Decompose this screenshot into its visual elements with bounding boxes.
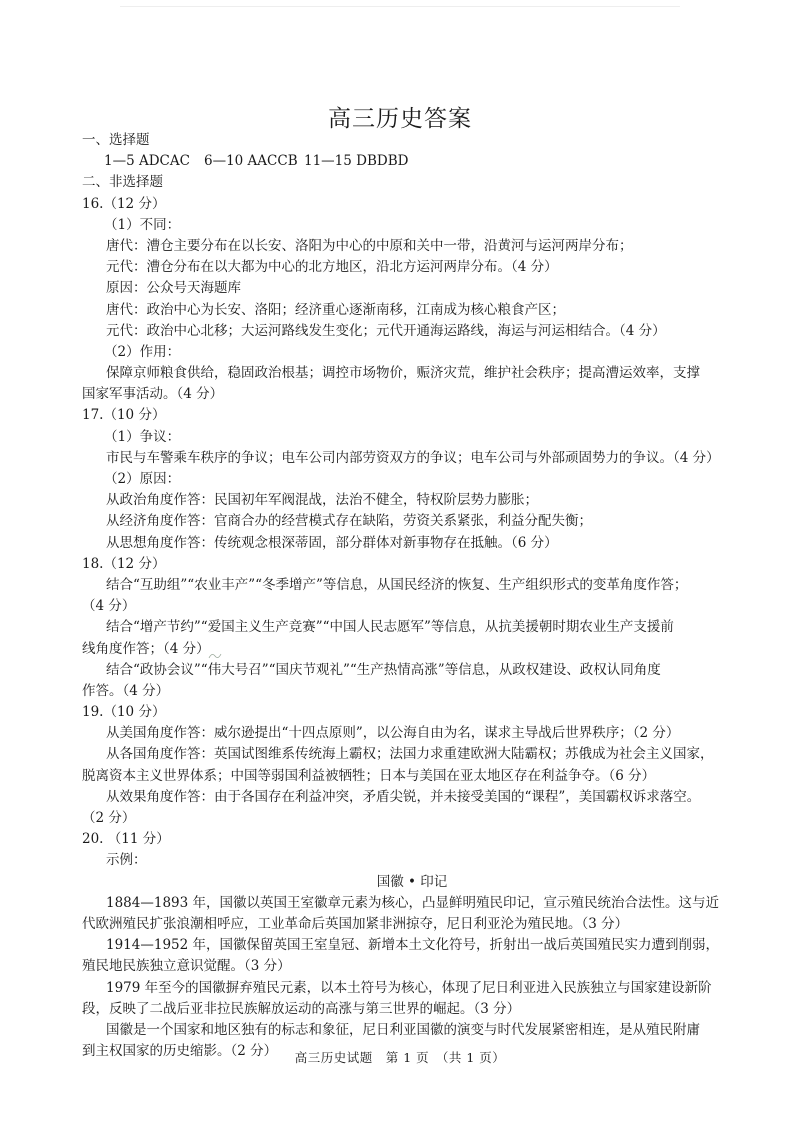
answer-line: 唐代：漕仓主要分布在以长安、洛阳为中心的中原和关中一带，沿黄河与运河两岸分布； (106, 237, 633, 254)
answer-line: 唐代：政治中心为长安、洛阳；经济重心逐渐南移，江南成为核心粮食产区； (106, 301, 565, 318)
answer-line: 原因：公众号天海题库 (106, 280, 241, 297)
answer-line: 一、选择题 (82, 132, 150, 148)
choice-answers (82, 151, 742, 172)
answer-line: 从政治角度作答：民国初年军阀混战，法治不健全，特权阶层势力膨胀； (106, 492, 538, 509)
answer-line: 从美国角度作答：威尔逊提出“十四点原则”，以公海自由为名，谋求主导战后世界秩序；（2 分） (106, 725, 680, 742)
answer-line: （1）不同： (104, 216, 181, 233)
answer-line: 作答。（4 分） (82, 682, 170, 699)
stray-mark-icon (208, 650, 222, 662)
answer-line: 代欧洲殖民扩张浪潮相呼应，工业革命后英国加紧非洲掠夺，尼日利亚沦为殖民地。（3 分） (82, 915, 629, 932)
answer-line: 18.（12 分） (82, 555, 166, 572)
answer-line: 结合“增产节约”“爱国主义生产竞赛”“中国人民志愿军”等信息，从抗美援朝时期农业生产支援前 (106, 619, 674, 636)
answer-line: 国徽 • 印记 (376, 873, 448, 890)
answer-line: 16.（12 分） (82, 195, 166, 212)
page-footer: 高三历史试题 第 1 页 （共 1 页） (294, 1050, 506, 1065)
answer-line: 示例： (106, 852, 147, 869)
answer-line: 二、非选择题 (82, 174, 163, 191)
answer-line: 国家军事活动。（4 分） (82, 386, 224, 403)
answer-line: 元代：政治中心北移；大运河路线发生变化；元代开通海运路线，海运与河运相结合。（4 分） (106, 322, 666, 339)
answer-line: 元代：漕仓分布在以大都为中心的北方地区，沿北方运河两岸分布。（4 分） (106, 259, 558, 276)
answer-line: （2）作用： (104, 343, 181, 360)
choice-group: 11—15 DBDBD (304, 153, 409, 170)
answer-line: 线角度作答；（4 分） (82, 640, 210, 657)
answer-line: 结合“互助组”“农业丰产”“冬季增产”等信息，从国民经济的恢复、生产组织形式的变革角度作答； (106, 576, 688, 593)
choice-group: 6—10 AACCB (204, 153, 298, 170)
page-title: 高三历史答案 (328, 106, 472, 132)
answer-line: 20. （11 分） (82, 831, 170, 848)
choice-group: 1—5 ADCAC (104, 153, 190, 170)
answer-line: （1）争议： (104, 428, 181, 445)
answer-line: 1914—1952 年，国徽保留英国王室皇冠、新增本土文化符号，折射出一战后英国殖民实力遭到削弱， (106, 937, 720, 954)
answer-line: 段，反映了二战后亚非拉民族解放运动的高涨与第三世界的崛起。（3 分） (82, 1000, 521, 1017)
answer-line: 脱离资本主义世界体系；中国等弱国利益被牺牲；日本与美国在亚太地区存在利益争夺。（6 分） (82, 767, 656, 784)
answer-line: （4 分） (82, 598, 136, 615)
answer-line: 17.（10 分） (82, 407, 166, 424)
answer-line: 结合“政协会议”“伟大号召”“国庆节观礼”“生产热情高涨”等信息，从政权建设、政权认同角度 (106, 661, 661, 678)
answer-line: 到主权国家的历史缩影。（2 分） (82, 1043, 278, 1060)
answer-line: 19.（10 分） (82, 704, 166, 721)
answer-line: 从效果角度作答：由于各国存在利益冲突，矛盾尖锐，并未接受美国的“课程”，美国霸权诉求落空。 (106, 788, 701, 805)
answer-content (82, 130, 742, 1062)
answer-line: 从思想角度作答：传统观念根深蒂固，部分群体对新事物存在抵触。（6 分） (106, 534, 558, 551)
answer-line: 保障京师粮食供给，稳固政治根基；调控市场物价，赈济灾荒，维护社会秩序；提高漕运效率，支撑 (106, 365, 700, 382)
answer-line: 从经济角度作答：官商合办的经营模式存在缺陷，劳资关系紧张，利益分配失衡； (106, 513, 592, 530)
answer-line: 1979 年至今的国徽摒弃殖民元素，以本土符号为核心，体现了尼日利亚进入民族独立与国家建设新阶 (106, 979, 712, 996)
answer-line: （2 分） (82, 810, 136, 826)
top-rule (120, 6, 680, 7)
answer-line: （2）原因： (104, 471, 181, 487)
answer-line: 从各国角度作答：英国试图维系传统海上霸权；法国力求重建欧洲大陆霸权；苏俄成为社会主义国家， (106, 746, 714, 763)
answer-line: 殖民地民族独立意识觉醒。（3 分） (82, 958, 291, 975)
answer-line: 市民与车警乘车秩序的争议；电车公司内部劳资双方的争议；电车公司与外部顽固势力的争议。（4 分） (106, 449, 720, 466)
answer-line: 1884—1893 年，国徽以英国王室徽章元素为核心，凸显鲜明殖民印记，宣示殖民统治合法性。这与近 (106, 894, 720, 911)
answer-line: 国徽是一个国家和地区独有的标志和象征，尼日利亚国徽的演变与时代发展紧密相连，是从殖民附庸 (106, 1021, 700, 1038)
